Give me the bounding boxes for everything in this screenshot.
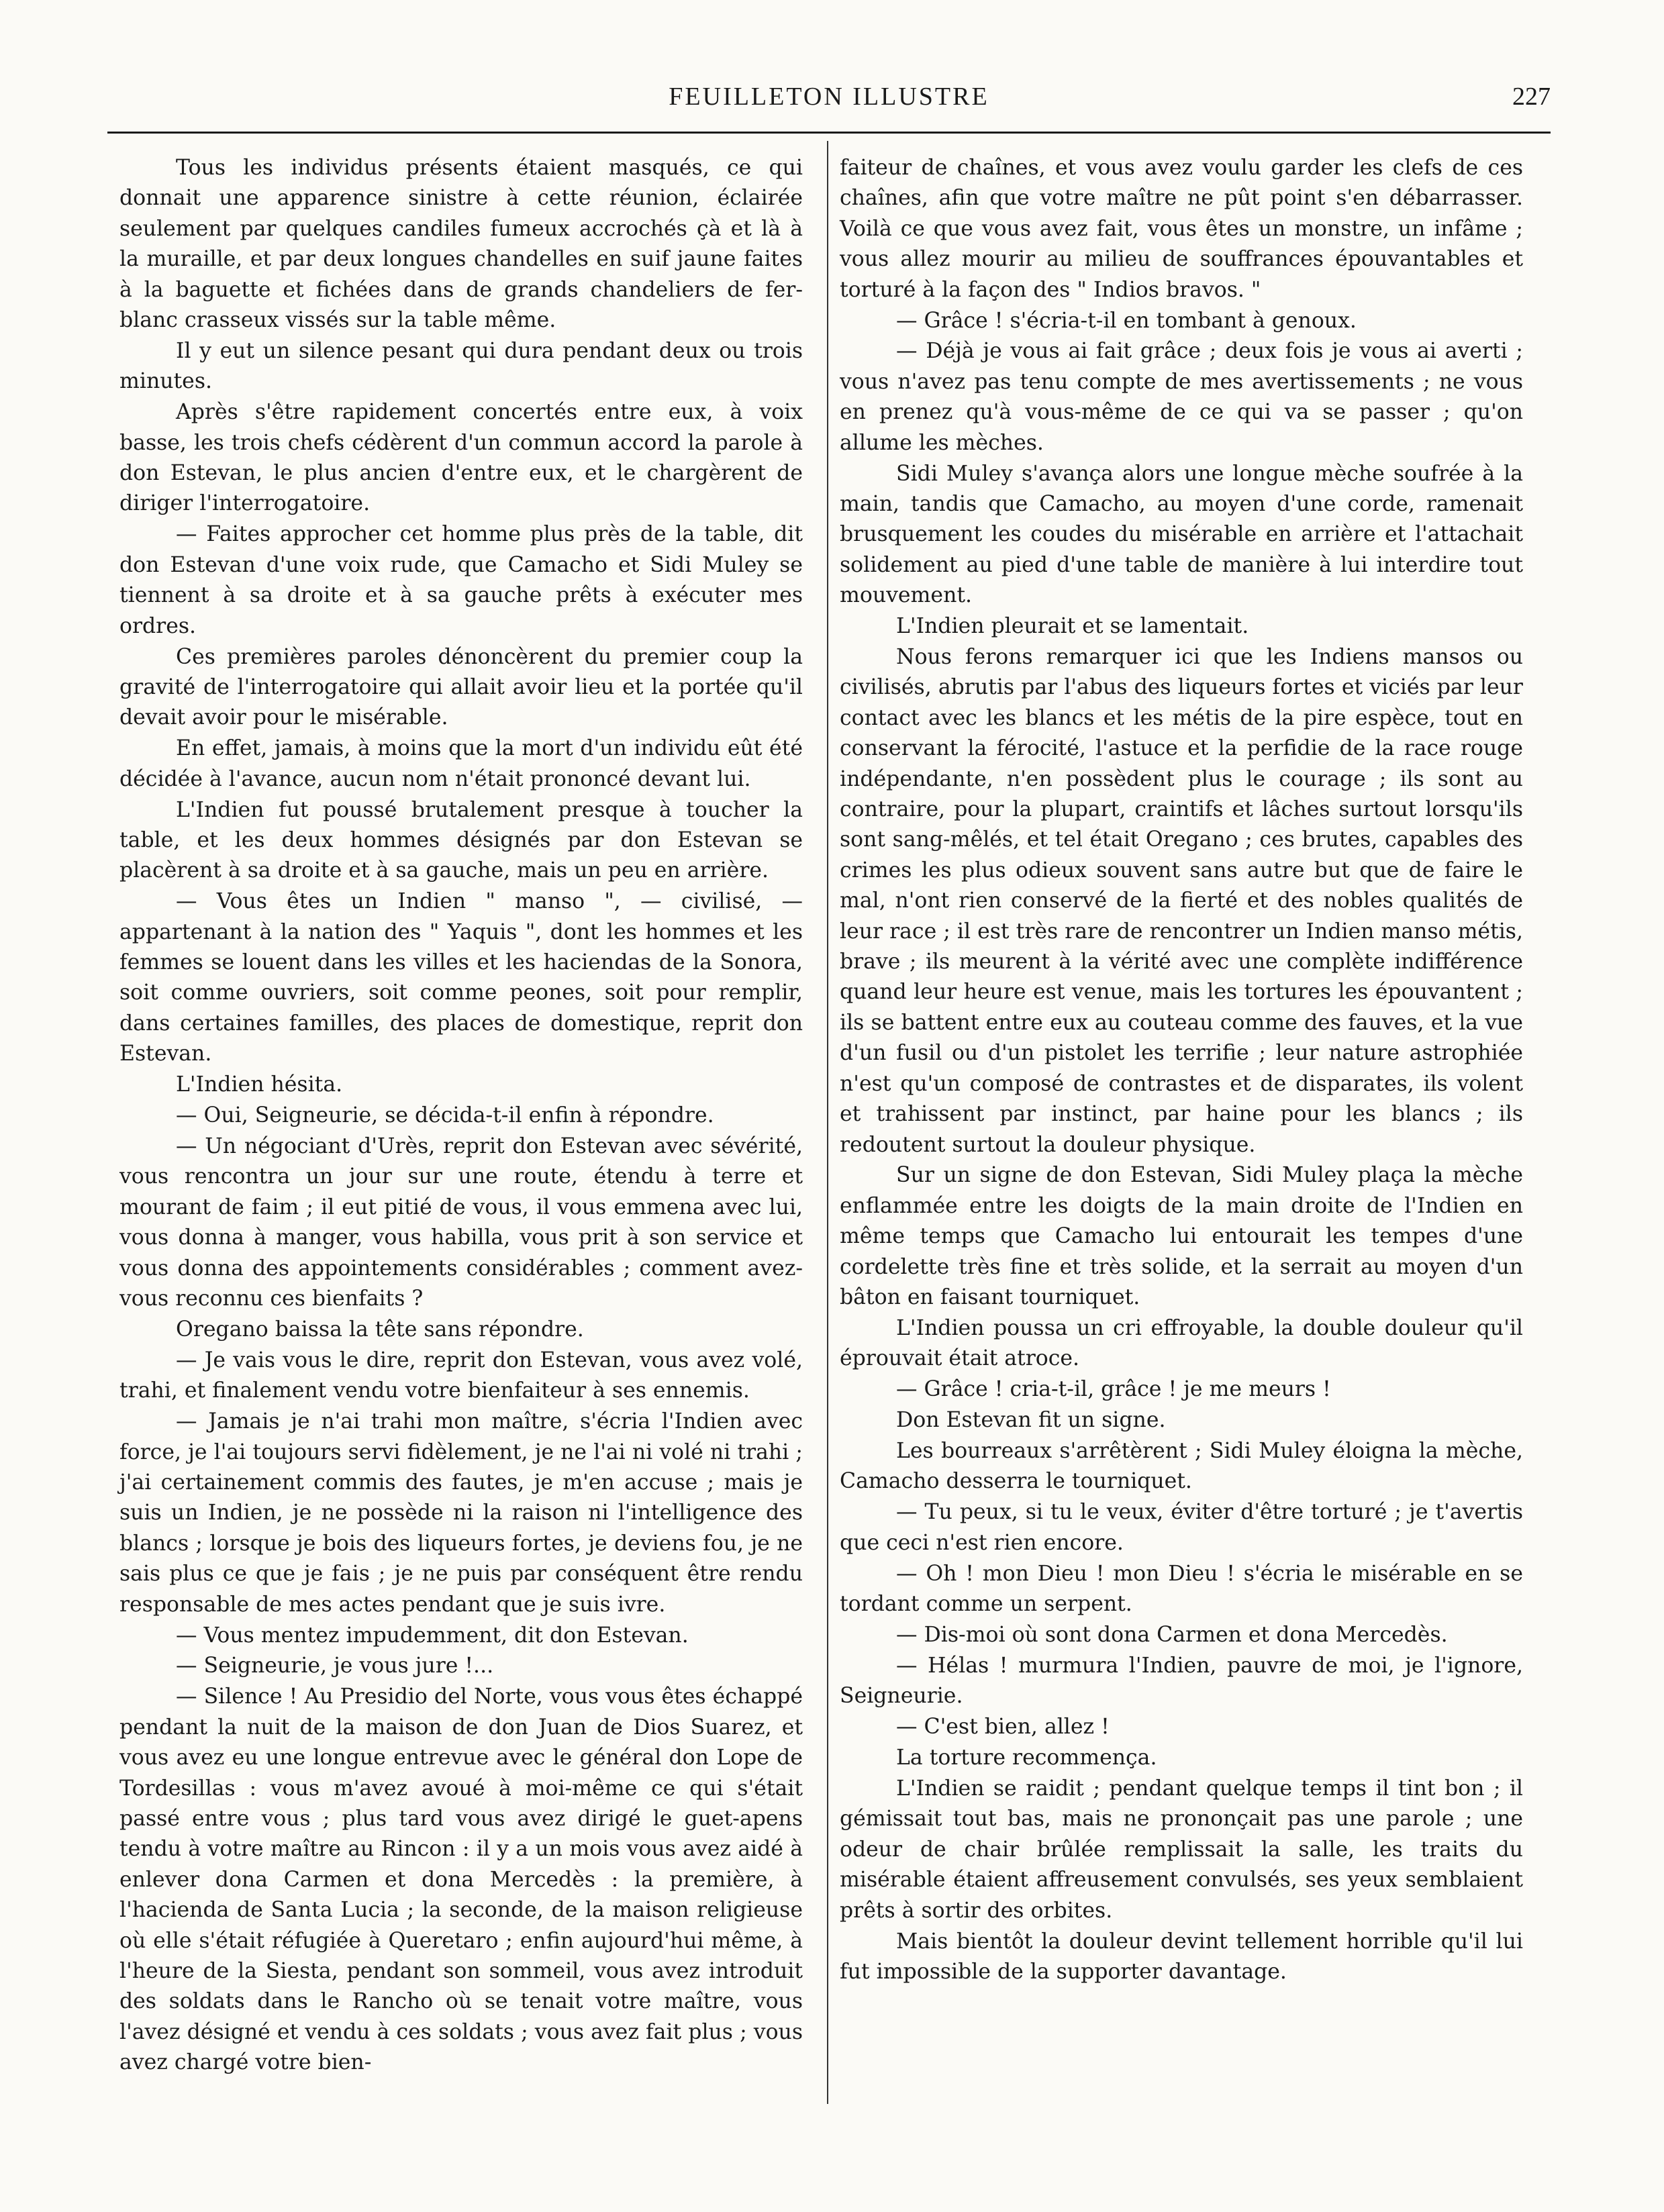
paragraph: Don Estevan fit un signe. — [896, 1408, 1166, 1433]
paragraph: — Tu peux, si tu le veux, éviter d'être torturé ; je t'avertis que ceci n'est rien encore. — [840, 1500, 1523, 1555]
paragraph-continuation: faiteur de chaînes, et vous avez voulu garder les clefs de ces chaînes, afin que votre maître ne pût point s'en débarrasser. Voilà ce que vous avez fait, vous êtes un monstre, un infâme ; vous allez mourir au milieu de souffrances épouvantables et torturé à la façon des " Indios bravos. " — [840, 156, 1523, 302]
paragraph: — Seigneurie, je vous jure !... — [176, 1654, 494, 1678]
paragraph: — Je vais vous le dire, reprit don Estevan, vous avez volé, trahi, et finalement vendu votre bienfaiteur à ses ennemis. — [119, 1348, 803, 1403]
paragraph: — Grâce ! s'écria-t-il en tombant à genoux. — [896, 308, 1357, 333]
paragraph: — Vous mentez impudemment, dit don Estevan. — [176, 1623, 689, 1648]
paragraph: — Un négociant d'Urès, reprit don Estevan avec sévérité, vous rencontra un jour sur une route, étendu à terre et mourant de faim ; il eut pitié de vous, il vous emmena avec lui, vous donna à manger, vous habilla, vous prit à son service et vous donna des appointements considérables ; comment avez-vous reconnu ces bienfaits ? — [119, 1134, 803, 1311]
paragraph: L'Indien poussa un cri effroyable, la double douleur qu'il éprouvait était atroce. — [840, 1315, 1523, 1371]
column-divider — [827, 141, 828, 2104]
paragraph: — Silence ! Au Presidio del Norte, vous vous êtes échappé pendant la nuit de la maison de don Juan de Dios Suarez, et vous avez eu une longue entrevue avec le général don Lope de Tordesillas : vous m'avez avoué à moi-même ce qui s'était passé entre vous ; plus tard vous avez dirigé le guet-apens tendu à votre maître au Rincon : il y a un mois vous avez aidé à enlever dona Carmen et dona Mercedès : la première, à l'hacienda de Santa Lucia ; la seconde, de la maison religieuse où elle s'était réfugiée à Queretaro ; enfin aujourd'hui même, à l'heure de la Siesta, pendant son sommeil, vous avez introduit des soldats dans le Rancho où se tenait votre maître, vous l'avez désigné et vendu à ces soldats ; vous avez fait plus ; vous avez chargé votre bien- — [119, 1685, 803, 2075]
paragraph: — C'est bien, allez ! — [896, 1715, 1110, 1740]
paragraph: — Jamais je n'ai trahi mon maître, s'écria l'Indien avec force, je l'ai toujours servi fidèlement, je ne l'ai ni volé ni trahi ; j'ai certainement commis des fautes, je m'en accuse ; mais je suis un Indien, je ne possède ni la raison ni l'intelligence des blancs ; lorsque je bois des liqueurs fortes, je deviens fou, je ne sais plus ce que je fais ; je ne puis par conséquent être rendu responsable de mes actes pendant que je suis ivre. — [119, 1409, 803, 1617]
paragraph: Il y eut un silence pesant qui dura pendant deux ou trois minutes. — [119, 338, 803, 394]
paragraph: Après s'être rapidement concertés entre eux, à voix basse, les trois chefs cédèrent d'un commun accord la parole à don Estevan, le plus ancien d'entre eux, et le chargèrent de diriger l'interrogatoire. — [119, 400, 803, 516]
running-title: FEUILLETON ILLUSTRE — [669, 83, 989, 111]
paragraph: La torture recommença. — [896, 1746, 1157, 1770]
paragraph: L'Indien hésita. — [176, 1072, 343, 1097]
paragraph: L'Indien se raidit ; pendant quelque temps il tint bon ; il gémissait tout bas, mais ne prononçait pas une parole ; une odeur de chair brûlée remplissait la salle, les traits du misérable étaient affreusement convulsés, ses yeux semblaient prêts à sortir des orbites. — [840, 1776, 1523, 1923]
paragraph: En effet, jamais, à moins que la mort d'un individu eût été décidée à l'avance, aucun nom n'était prononcé devant lui. — [119, 736, 803, 791]
paragraph: — Grâce ! cria-t-il, grâce ! je me meurs ! — [896, 1377, 1331, 1402]
paragraph: L'Indien pleurait et se lamentait. — [896, 614, 1249, 639]
paragraph: L'Indien fut poussé brutalement presque à toucher la table, et les deux hommes désignés par don Estevan se placèrent à sa droite et à sa gauche, mais un peu en arrière. — [119, 797, 803, 883]
paragraph: Tous les individus présents étaient masqués, ce qui donnait une apparence sinistre à cette réunion, éclairée seulement par quelques candiles fumeux accrochés çà et là à la muraille, et par deux longues chandelles en suif jaune faites à la baguette et fichées dans de grands chandeliers de fer-blanc crasseux vissés sur la table même. — [119, 156, 803, 333]
paragraph: — Dis-moi où sont dona Carmen et dona Mercedès. — [896, 1623, 1448, 1647]
paragraph: Mais bientôt la douleur devint tellement horrible qu'il lui fut impossible de la supporter davantage. — [840, 1929, 1523, 1984]
paragraph: — Oui, Seigneurie, se décida-t-il enfin à répondre. — [176, 1103, 714, 1128]
paragraph: — Faites approcher cet homme plus près de la table, dit don Estevan d'une voix rude, que Camacho et Sidi Muley se tiennent à sa droite et à sa gauche prêts à exécuter mes ordres. — [119, 522, 803, 638]
paragraph: — Oh ! mon Dieu ! mon Dieu ! s'écria le misérable en se tordant comme un serpent. — [840, 1561, 1523, 1617]
paragraph: — Déjà je vous ai fait grâce ; deux fois je vous ai averti ; vous n'avez pas tenu compte de mes avertissements ; ne vous en prenez qu'à vous-même de ce qui va se passer ; qu'on allume les mèches. — [840, 339, 1523, 455]
paragraph: Sur un signe de don Estevan, Sidi Muley plaça la mèche enflammée entre les doigts de la main droite de l'Indien en même temps que Camacho lui entourait les tempes d'une cordelette très fine et très solide, et la serrait au moyen d'un bâton en faisant tourniquet. — [840, 1163, 1523, 1310]
right-column — [840, 153, 1523, 1988]
paragraph: Nous ferons remarquer ici que les Indiens mansos ou civilisés, abrutis par l'abus des liqueurs fortes et viciés par leur contact avec les blancs et les métis de la pire espèce, tout en conservant la férocité, l'astuce et la perfidie de la race rouge indépendante, n'en possèdent plus le courage ; ils sont au contraire, pour la plupart, craintifs et lâches surtout lorsqu'ils sont sang-mêlés, et tel était Oregano ; ces brutes, capables des crimes les plus odieux souvent sans autre but que de faire le mal, n'ont rien conservé de la fierté et des nobles qualités de leur race ; il est très rare de rencontrer un Indien manso métis, brave ; ils meurent à la vérité avec une complète indifférence quand leur heure est venue, mais les tortures les épouvantent ; ils se battent entre eux au couteau comme des fauves, et la vue d'un fusil ou d'un pistolet les terrifie ; leur nature astrophiée n'est qu'un composé de contrastes et de disparates, ils volent et trahissent par instinct, par haine pour les blancs ; ils redoutent surtout la douleur physique. — [840, 645, 1523, 1157]
header-rule — [107, 132, 1551, 134]
left-column — [119, 153, 803, 2078]
paragraph: Les bourreaux s'arrêtèrent ; Sidi Muley éloigna la mèche, Camacho desserra le tourniquet. — [840, 1439, 1523, 1494]
page-number: 227 — [1512, 83, 1551, 111]
paragraph: Oregano baissa la tête sans répondre. — [176, 1317, 584, 1342]
paragraph: Ces premières paroles dénoncèrent du premier coup la gravité de l'interrogatoire qui allait avoir lieu et la portée qu'il devait avoir pour le misérable. — [119, 644, 803, 730]
paragraph: — Hélas ! murmura l'Indien, pauvre de moi, je l'ignore, Seigneurie. — [840, 1653, 1523, 1709]
page-header — [107, 82, 1551, 122]
paragraph: — Vous êtes un Indien " manso ", — civilisé, — appartenant à la nation des " Yaquis ", dont les hommes et les femmes se louent dans les villes et les haciendas de la Sonora, soit comme ouvriers, soit comme peones, soit pour remplir, dans certaines familles, des places de domestique, reprit don Estevan. — [119, 889, 803, 1066]
paragraph: Sidi Muley s'avança alors une longue mèche soufrée à la main, tandis que Camacho, au moyen d'une corde, ramenait brusquement les coudes du misérable en arrière et l'attachait solidement au pied d'une table de manière à lui interdire tout mouvement. — [840, 461, 1523, 608]
